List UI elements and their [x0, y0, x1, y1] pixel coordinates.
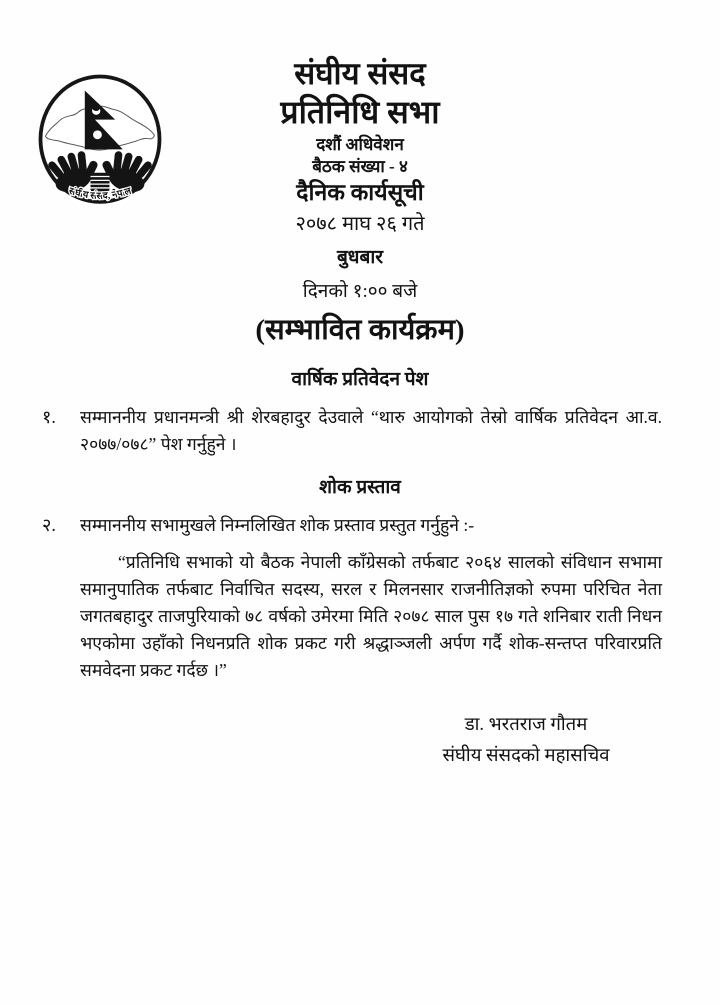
logo-caption: संघीय संसद, नेपाल: [67, 186, 133, 202]
signature-block: [386, 710, 666, 772]
document-type: दैनिक कार्यसूची: [296, 180, 424, 205]
meeting-date: २०७८ माघ २६ गते: [295, 213, 425, 235]
org-name: संघीय संसद: [294, 56, 426, 91]
agenda-item-2: [42, 512, 662, 539]
section-heading-condolence: शोक प्रस्ताव: [319, 477, 401, 498]
parliament-logo: [36, 74, 164, 212]
program-title: (सम्भावित कार्यक्रम): [255, 314, 465, 346]
agenda-item-text: सम्माननीय प्रधानमन्त्री श्री शेरबहादुर देउवाले “थारु आयोगको तेस्रो वार्षिक प्रतिवेदन आ.व. २०७७/०७८” पेश गर्नुहुने ।: [80, 407, 662, 454]
agenda-item-number: १.: [42, 407, 56, 427]
condolence-motion-text: “प्रतिनिधि सभाको यो बैठक नेपाली काँग्रेसको तर्फबाट २०६४ सालको संविधान सभामा समानुपातिक तर्फबाट निर्वाचित सदस्य, सरल र मिलनसार राजनीतिज्ञको रुपमा परिचित नेता जगतबहादुर ताजपुरियाको ७८ वर्षको उमेरमा मिति २०७८ साल पुस १७ गते शनिबार राती निधन भएकोमा उहाँको निधनप्रति शोक प्रकट गरी श्रद्धाञ्जली अर्पण गर्दै शोक-सन्तप्त परिवारप्रति समवेदना प्रकट गर्दछ ।”: [80, 552, 662, 680]
house-name: प्रतिनिधि सभा: [280, 94, 440, 130]
parliament-emblem-icon: [36, 74, 164, 212]
agenda-item-1: [42, 404, 662, 458]
meeting-number: बैठक संख्या - ४: [312, 157, 408, 176]
signatory-name: डा. भरतराज गौतम: [464, 715, 588, 735]
section-heading-annual-report: वार्षिक प्रतिवेदन पेश: [291, 369, 429, 390]
agenda-item-text: सम्माननीय सभामुखले निम्नलिखित शोक प्रस्ताव प्रस्तुत गर्नुहुने :-: [80, 515, 475, 535]
meeting-weekday: बुधबार: [336, 247, 384, 268]
meeting-time: दिनको १:०० बजे: [302, 281, 418, 302]
signatory-title: संघीय संसदको महासचिव: [442, 746, 610, 766]
coin-stack-icon: [91, 173, 110, 192]
agenda-item-number: २.: [42, 515, 56, 535]
session-label: दशौं अधिवेशन: [316, 135, 404, 154]
